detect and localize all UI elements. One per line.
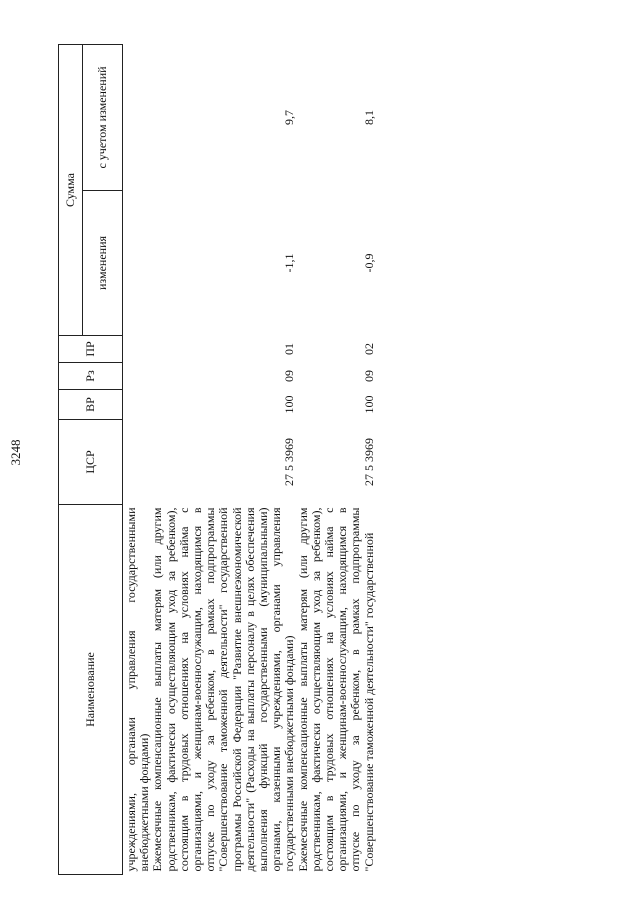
table-row (297, 44, 376, 874)
row-csr (123, 420, 152, 505)
row-rz: 09 (282, 370, 297, 382)
row-change: -1,1 (282, 253, 297, 273)
row-csr: 27 5 3969 (361, 438, 376, 486)
budget-table (58, 44, 376, 875)
row-vr: 100 (361, 395, 376, 414)
header-sum: Сумма (59, 44, 83, 335)
row-name: Ежемесячные компенсационные выплаты матерям (или другим родственникам, фактически осуществляющим уход за ребенком), состоящим в трудовых отношениях на условиях найма с организациями, и женщинам-военнослужащим, находящимся в отпуске по уходу за ребенком, в рамках подпрограммы "Совершенствование таможенной деятельности" государственной программы Российской Федерации "Развитие внешнеэкономической деятельности" (Расходы на выплаты персоналу в целях обеспечения выполнения функций государственными (муниципальными) органами, казенными учреждениями, органами управления государственными внебюджетными фондами) (150, 507, 297, 872)
row-csr: 27 5 3969 (282, 438, 297, 486)
header-pr: ПР (59, 336, 123, 363)
header-change: изменения (83, 191, 123, 336)
table-header (59, 44, 123, 874)
header-with-change: с учетом изменений (83, 44, 123, 190)
row-vr: 100 (282, 395, 297, 414)
row-change (123, 191, 152, 336)
row-with-change: 8,1 (361, 110, 376, 125)
row-with-change: 9,7 (282, 110, 297, 125)
table-row (123, 44, 152, 874)
header-name: Наименование (59, 505, 123, 875)
header-csr: ЦСР (59, 420, 123, 505)
row-change: -0,9 (361, 253, 376, 273)
header-vr: ВР (59, 390, 123, 420)
row-pr: 02 (361, 343, 376, 355)
row-vr (123, 390, 152, 420)
row-pr: 01 (282, 343, 297, 355)
row-pr (123, 336, 152, 363)
row-name: учреждениями, органами управления государственными внебюджетными фондами) (124, 507, 152, 872)
page-number: 3248 (8, 439, 23, 466)
header-rz: Рз (59, 363, 123, 390)
row-rz: 09 (361, 370, 376, 382)
row-name: Ежемесячные компенсационные выплаты матерям (или другим родственникам, фактически осуществляющим уход за ребенком), состоящим в трудовых отношениях на условиях найма с организациями, и женщинам-военнослужащим, находящимся в отпуске по уходу за ребенком, в рамках подпрограммы "Совершенствование таможенной деятельности" государственной (295, 507, 376, 872)
table-row (151, 44, 296, 874)
row-with-change (123, 44, 152, 190)
row-rz (123, 363, 152, 390)
